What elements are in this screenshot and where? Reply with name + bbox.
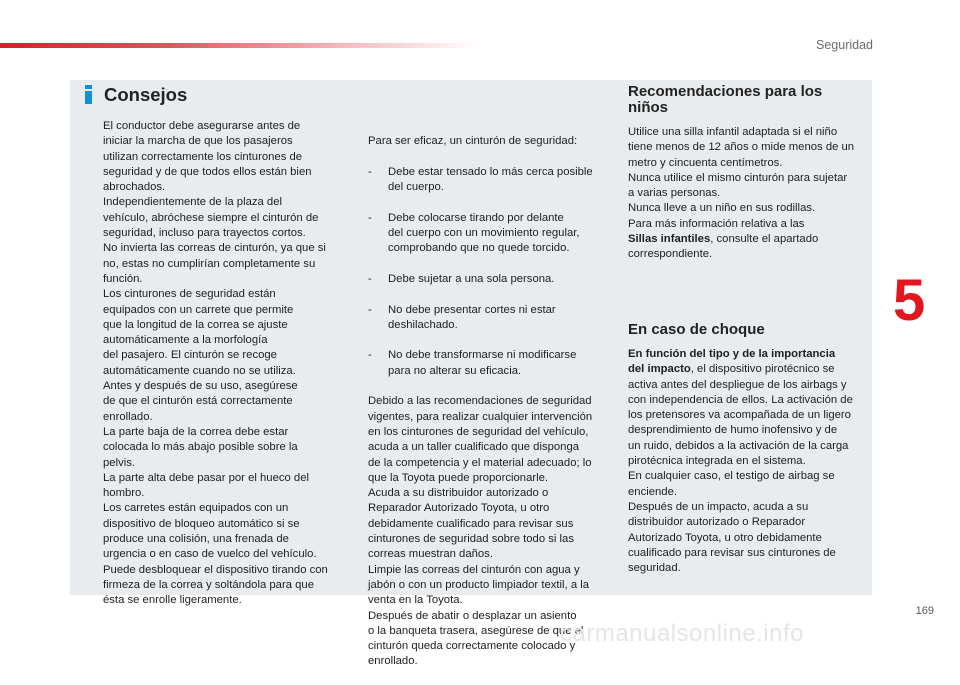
info-icon: [79, 85, 98, 104]
section-title: Seguridad: [816, 38, 873, 52]
recomendaciones-heading: Recomendaciones para los niños: [628, 83, 823, 116]
list-item: - Debe estar tensado lo más cerca posible del cuerpo.: [368, 165, 593, 194]
chapter-number: 5: [893, 268, 926, 333]
list-item: - Debe colocarse tirando por delante del cuerpo con un movimiento regular, comprobando que no quede torcido.: [368, 211, 580, 255]
consejos-column-2: [368, 119, 613, 685]
header-accent-bar: [0, 43, 480, 48]
choque-heading: En caso de choque: [628, 321, 765, 338]
page-number: 169: [915, 605, 934, 617]
choque-text: En función del tipo y de la importancia del impacto, el dispositivo pirotécnico se activa antes del despliegue de los airbags y con independencia de ellos. La activación de los pretensores va acompañada de un ligero desprendimiento de humo inofensivo y de un ruido, debidos a la activación de la carga pirotécnica integrada en el sistema. En cualquier caso, el testigo de airbag se enciende. Después de un impacto, acuda a su distribuidor autorizado o Reparador Autorizado Toyota, u otro debidamente cualificado para revisar sus cinturones de seguridad.: [628, 348, 853, 575]
list-item: - No debe transformarse ni modificarse para no alterar su eficacia.: [368, 349, 577, 377]
sillas-infantiles-reference: Sillas infantiles: [628, 233, 711, 246]
consejos-heading: Consejos: [104, 84, 188, 105]
recomendaciones-text: Utilice una silla infantil adaptada si el niño tiene menos de 12 años o mide menos de un metro y cincuenta centímetros. Nunca utilice el mismo cinturón para sujetar a varias personas. Nunca lleve a un niño en sus rodillas. Para más información relativa a las Sillas infantiles, consulte el apartado correspondiente.: [628, 126, 855, 261]
list-item: - Debe sujetar a una sola persona.: [368, 272, 555, 285]
col2-intro: Para ser eficaz, un cinturón de seguridad:: [368, 135, 578, 148]
col2-rest: Debido a las recomendaciones de seguridad vigentes, para realizar cualquier intervención en los cinturones de seguridad del vehículo, acuda a un taller cualificado que disponga de la competencia y el material adecuado; lo que la Toyota puede proporcionarle. Acuda a su distribuidor autorizado o Reparador Autorizado Toyota, u otro debidamente cualificado para revisar sus cinturones de seguridad sobre todo si las correas muestran daños. Limpie las correas del cinturón con agua y jabón o con un producto limpiador textil, a la venta en la Toyota. Después de abatir o desplazar un asiento o la banqueta trasera, asegúrese de que el cinturón queda correctamente colocado y enrollado.: [368, 395, 593, 668]
list-item: - No debe presentar cortes ni estar deshilachado.: [368, 303, 556, 331]
consejos-column-1: El conductor debe asegurarse antes de iniciar la marcha de que los pasajeros utilizan correctamente los cinturones de seguridad y de que todos ellos están bien abrochados. Independientemente de la plaza del vehículo, abróchese siempre el cinturón de seguridad, incluso para trayectos cortos. No invierta las correas de cinturón, ya que si no, estas no cumplirían completamente su función. Los cinturones de seguridad están equipados con un carrete que permite que la longitud de la correa se ajuste automáticamente a la morfología del pasajero. El cinturón se recoge automáticamente cuando no se utiliza. Antes y después de su uso, asegúrese de que el cinturón está correctamente enrollado. La parte baja de la correa debe estar colocada lo más abajo posible sobre la pelvis. La parte alta debe pasar por el hueco del hombro. Los carretes están equipados con un dispositivo de bloqueo automático si se produce una colisión, una frenada de urgencia o en caso de vuelco del vehículo. Puede desbloquear el dispositivo tirando con firmeza de la correa y soltándola para que ésta se enrolle ligeramente.: [103, 120, 328, 607]
watermark: carmanualsonline.info: [560, 620, 804, 647]
